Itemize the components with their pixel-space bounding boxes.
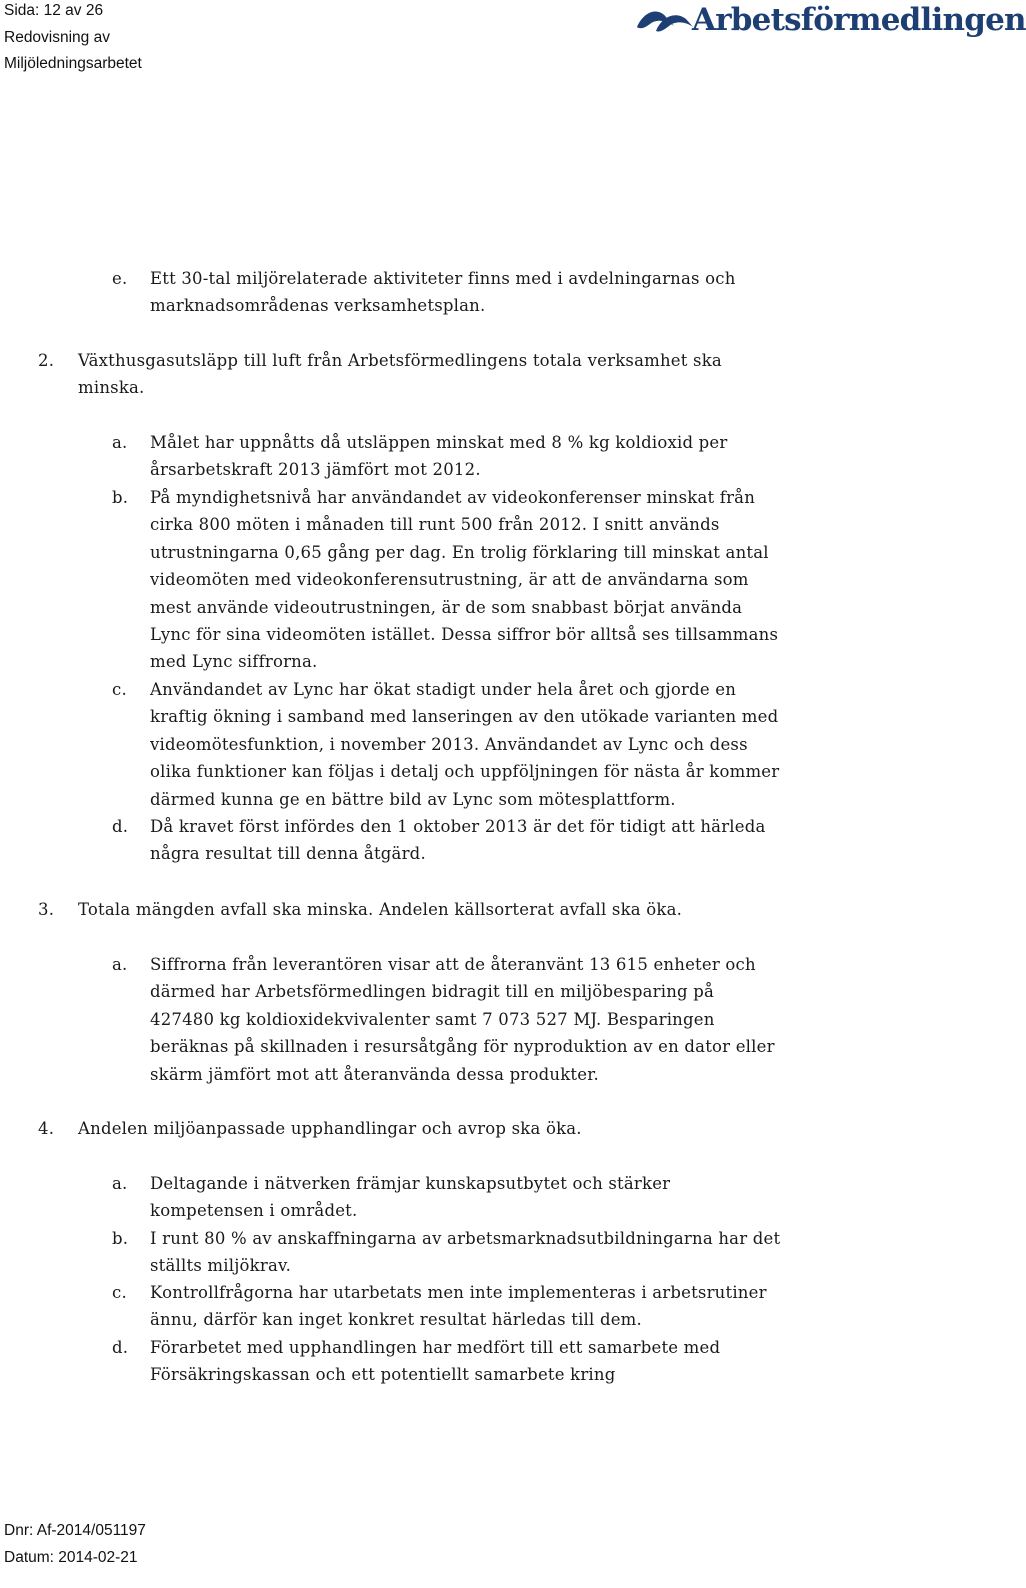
page-number: Sida: 12 av 26 (4, 2, 104, 19)
body-text-line: därmed kunna ge en bättre bild av Lync som mötesplattform. (150, 789, 676, 809)
logo-mark-icon (636, 5, 694, 35)
list-marker: a. (112, 1174, 128, 1193)
list-marker: e. (112, 269, 128, 288)
body-text-line: Deltagande i nätverken främjar kunskapsutbytet och stärker (150, 1174, 671, 1193)
body-text-line: Försäkringskassan och ett potentiellt samarbete kring (150, 1365, 616, 1385)
list-marker: 4. (38, 1119, 55, 1138)
list-marker: 2. (38, 351, 55, 370)
body-text-line: Kontrollfrågorna har utarbetats men inte implementeras i arbetsrutiner (150, 1283, 767, 1302)
list-marker: b. (112, 1229, 129, 1248)
body-text-line: videomöten med videokonferensutrustning, är att de användarna som (150, 570, 749, 590)
body-text-line: beräknas på skillnaden i resursåtgång för nyproduktion av en dator eller (150, 1037, 775, 1057)
report-title-line2: Miljöledningsarbetet (4, 55, 142, 72)
document-date: Datum: 2014-02-21 (4, 1549, 138, 1566)
body-text-line: ännu, därför kan inget konkret resultat härledas till dem. (150, 1310, 642, 1330)
list-marker: d. (112, 1338, 129, 1357)
body-text-line: Siffrorna från leverantören visar att de återanvänt 13 615 enheter och (150, 955, 756, 974)
list-marker: a. (112, 433, 128, 452)
body-text-line: Målet har uppnåtts då utsläppen minskat med 8 % kg koldioxid per (150, 433, 728, 452)
list-marker: 3. (38, 900, 55, 919)
list-marker: c. (112, 680, 127, 699)
list-marker: c. (112, 1283, 127, 1302)
body-text-line: cirka 800 möten i månaden till runt 500 från 2012. I snitt används (150, 515, 720, 535)
body-text-line: Andelen miljöanpassade upphandlingar och avrop ska öka. (78, 1119, 582, 1138)
body-text-line: mest använde videoutrustningen, är de som snabbast börjat använda (150, 597, 743, 617)
body-text-line: några resultat till denna åtgärd. (150, 844, 426, 864)
body-text-line: utrustningarna 0,65 gång per dag. En trolig förklaring till minskat antal (150, 542, 769, 562)
body-text-line: Lync för sina videomöten istället. Dessa siffror bör alltså ses tillsammans (150, 625, 779, 644)
body-text-line: skärm jämfört mot att återanvända dessa produkter. (150, 1064, 599, 1084)
body-text-line: marknadsområdenas verksamhetsplan. (150, 296, 486, 316)
list-marker: a. (112, 955, 128, 974)
body-text-line: ställts miljökrav. (150, 1256, 292, 1276)
body-text-line: Totala mängden avfall ska minska. Andelen källsorterat avfall ska öka. (78, 900, 683, 919)
arbetsformedlingen-logo (636, 0, 1026, 44)
logo-wordmark: Arbetsförmedlingen (692, 2, 1026, 38)
body-text-line: videomötesfunktion, i november 2013. Användandet av Lync och dess (150, 734, 748, 754)
body-text-line: kraftig ökning i samband med lanseringen av den utökade varianten med (150, 707, 779, 727)
body-text-line: Användandet av Lync har ökat stadigt under hela året och gjorde en (150, 680, 737, 699)
list-marker: b. (112, 488, 129, 507)
body-text-line: minska. (78, 378, 145, 398)
body-text-line: årsarbetskraft 2013 jämfört mot 2012. (150, 460, 481, 480)
document-number: Dnr: Af-2014/051197 (4, 1522, 146, 1539)
body-text-line: Växthusgasutsläpp till luft från Arbetsförmedlingens totala verksamhet ska (78, 351, 722, 370)
body-text-line: Förarbetet med upphandlingen har medfört till ett samarbete med (150, 1338, 721, 1357)
list-marker: d. (112, 817, 129, 836)
body-text-line: På myndighetsnivå har användandet av videokonferenser minskat från (150, 488, 756, 507)
report-title-line1: Redovisning av (4, 29, 110, 46)
body-text-line: med Lync siffrorna. (150, 652, 318, 672)
body-text-line: Då kravet först infördes den 1 oktober 2013 är det för tidigt att härleda (150, 817, 766, 836)
body-text-line: olika funktioner kan följas i detalj och uppföljningen för nästa år kommer (150, 762, 780, 782)
body-text-line: kompetensen i området. (150, 1201, 358, 1221)
body-text-line: Ett 30-tal miljörelaterade aktiviteter finns med i avdelningarnas och (150, 269, 736, 288)
body-text-line: därmed har Arbetsförmedlingen bidragit till en miljöbesparing på (150, 982, 715, 1002)
body-text-line: 427480 kg koldioxidekvivalenter samt 7 073 527 MJ. Besparingen (150, 1009, 715, 1029)
body-text-line: I runt 80 % av anskaffningarna av arbetsmarknadsutbildningarna har det (150, 1229, 781, 1248)
